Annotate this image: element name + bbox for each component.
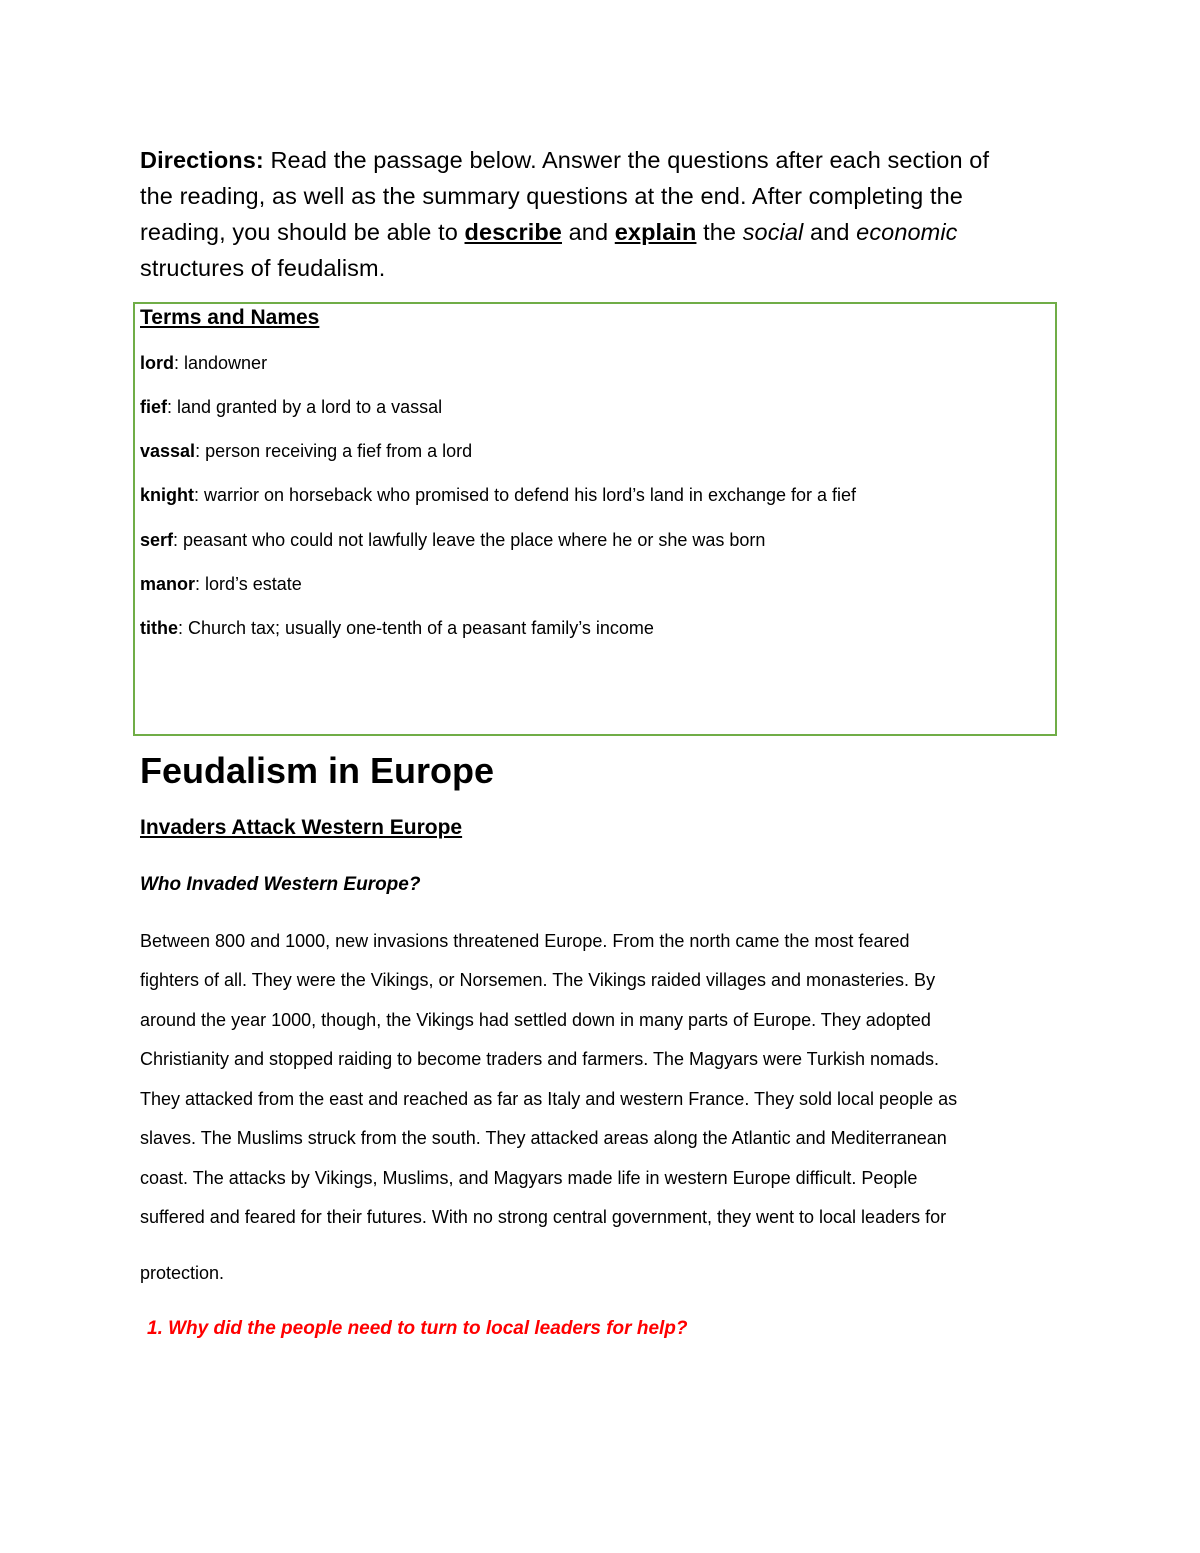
term-definition: : warrior on horseback who promised to defend his lord’s land in exchange for a fief <box>194 485 857 505</box>
passage-line: slaves. The Muslims struck from the south. They attacked areas along the Atlantic and Mediterranean <box>140 1128 947 1148</box>
term-label: tithe <box>140 618 178 638</box>
passage-line: coast. The attacks by Vikings, Muslims, and Magyars made life in western Europe difficult. People <box>140 1168 918 1188</box>
term-definition: : Church tax; usually one-tenth of a peasant family’s income <box>178 618 654 638</box>
page-title: Feudalism in Europe <box>140 750 495 791</box>
passage-line: around the year 1000, though, the Vikings had settled down in many parts of Europe. They adopted <box>140 1010 931 1030</box>
economic-keyword: economic <box>856 219 958 245</box>
term-knight <box>140 483 856 507</box>
directions-text-2: the reading, as well as the summary questions at the end. After completing the <box>140 183 963 209</box>
directions-text-3b: and <box>561 219 615 245</box>
term-label: knight <box>140 485 194 505</box>
directions-label: Directions: <box>140 147 264 173</box>
passage-line: suffered and feared for their futures. With no strong central government, they went to local leaders for <box>140 1207 947 1227</box>
describe-keyword: describe <box>464 219 562 245</box>
directions-text-3d: and <box>803 219 857 245</box>
directions-paragraph <box>140 142 1050 286</box>
explain-keyword: explain <box>614 219 697 245</box>
passage-line: Christianity and stopped raiding to become traders and farmers. The Magyars were Turkish nomads. <box>140 1049 940 1069</box>
term-label: serf <box>140 530 174 550</box>
term-tithe <box>140 616 654 640</box>
section-heading: Invaders Attack Western Europe <box>140 816 463 839</box>
directions-text-4: structures of feudalism. <box>140 255 386 281</box>
terms-box <box>133 302 1057 736</box>
social-keyword: social <box>742 219 804 245</box>
term-definition: : land granted by a lord to a vassal <box>167 397 443 417</box>
term-vassal <box>140 439 472 463</box>
term-label: lord <box>140 353 174 373</box>
term-fief <box>140 395 442 419</box>
passage-line: protection. <box>140 1263 225 1283</box>
term-definition: : person receiving a fief from a lord <box>195 441 473 461</box>
term-definition: : landowner <box>174 353 268 373</box>
term-label: vassal <box>140 441 196 461</box>
question-1: 1. Why did the people need to turn to local leaders for help? <box>147 1318 688 1339</box>
term-definition: : peasant who could not lawfully leave the place where he or she was born <box>173 530 766 550</box>
term-label: fief <box>140 397 167 417</box>
term-lord <box>140 351 267 375</box>
term-serf <box>140 528 765 552</box>
passage-line: Between 800 and 1000, new invasions threatened Europe. From the north came the most feared <box>140 931 910 951</box>
term-definition: : lord’s estate <box>195 574 302 594</box>
term-manor <box>140 572 302 596</box>
passage-line: They attacked from the east and reached as far as Italy and western France. They sold local people as <box>140 1089 958 1109</box>
term-label: manor <box>140 574 196 594</box>
passage-line: fighters of all. They were the Vikings, or Norsemen. The Vikings raided villages and monasteries. By <box>140 970 936 990</box>
terms-heading: Terms and Names <box>140 306 320 329</box>
directions-text-1: Read the passage below. Answer the questions after each section of <box>263 147 990 173</box>
directions-text-3a: reading, you should be able to <box>140 219 465 245</box>
directions-text-3c: the <box>696 219 743 245</box>
sub-heading: Who Invaded Western Europe? <box>140 874 421 895</box>
